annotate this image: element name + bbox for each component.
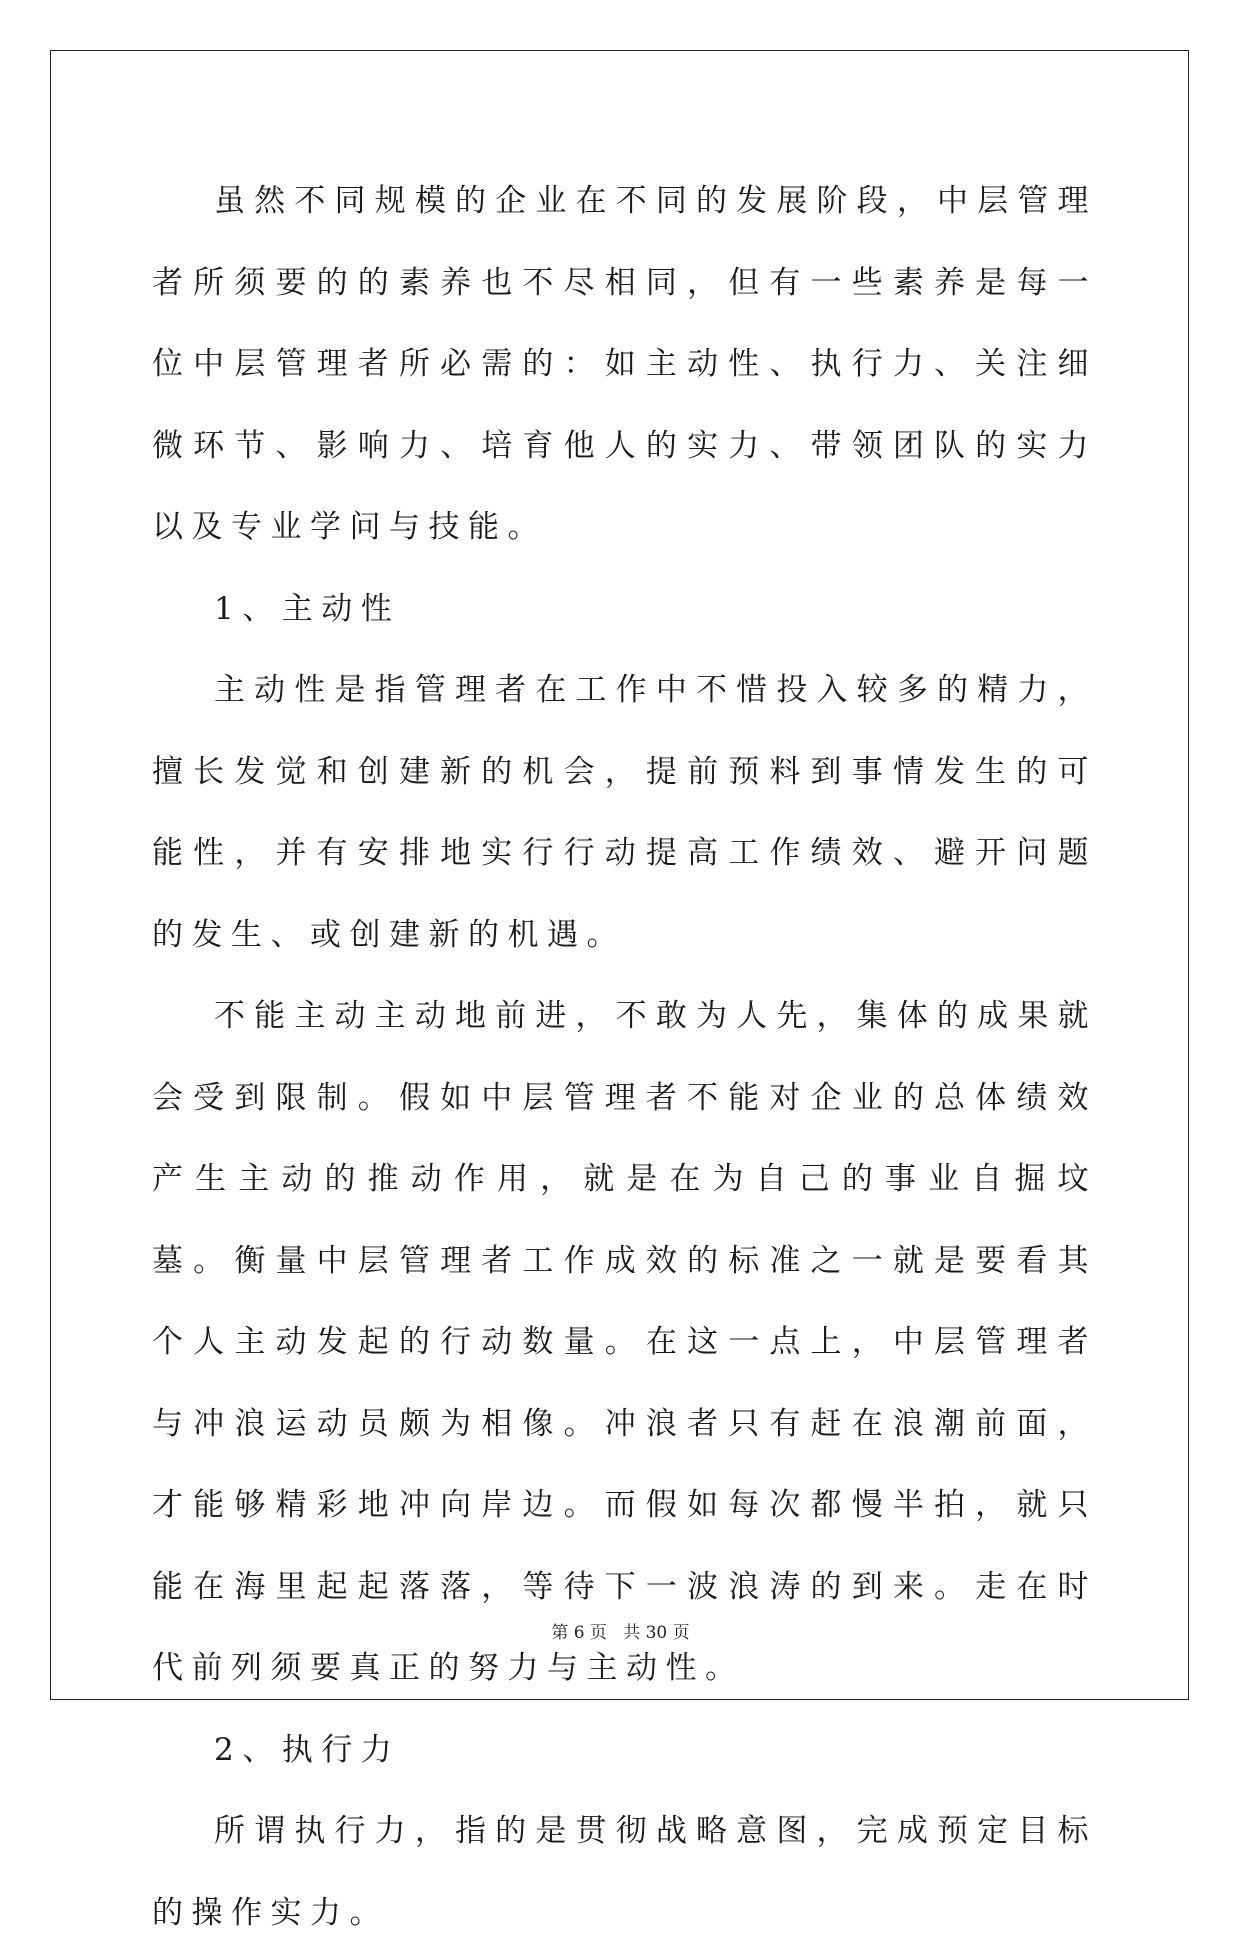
section-heading-initiative: 1、主动性 [214, 590, 401, 627]
intro-paragraph: 虽然不同规模的企业在不同的发展阶段，中层管理者所须要的的素养也不尽相同，但有一些素养是每一位中层管理者所必需的：如主动性、执行力、关注细微环节、影响力、培育他人的实力、带领团队的实力以及专业学问与技能。 [152, 183, 1097, 545]
page-number: 第 6 页 [551, 1623, 607, 1643]
initiative-definition-paragraph: 主动性是指管理者在工作中不惜投入较多的精力，擅长发觉和创建新的机会，提前预料到事情发生的可能性，并有安排地实行行动提高工作绩效、避开问题的发生、或创建新的机遇。 [152, 672, 1097, 953]
initiative-discussion-paragraph: 不能主动主动地前进，不敢为人先，集体的成果就会受到限制。假如中层管理者不能对企业的总体绩效产生主动的推动作用，就是在为自己的事业自掘坟墓。衡量中层管理者工作成效的标准之一就是要看其个人主动发起的行动数量。在这一点上，中层管理者与冲浪运动员颇为相像。冲浪者只有赶在浪潮前面，才能够精彩地冲向岸边。而假如每次都慢半拍，就只能在海里起起落落，等待下一波浪涛的到来。走在时代前列须要真正的努力与主动性。 [152, 998, 1097, 1686]
page-total: 共 30 页 [623, 1623, 690, 1643]
section-heading-execution: 2、执行力 [214, 1731, 401, 1768]
page-footer [0, 1618, 1241, 1643]
execution-definition-paragraph: 所谓执行力，指的是贯彻战略意图，完成预定目标的操作实力。 [152, 1813, 1097, 1931]
document-body [152, 161, 1097, 1954]
